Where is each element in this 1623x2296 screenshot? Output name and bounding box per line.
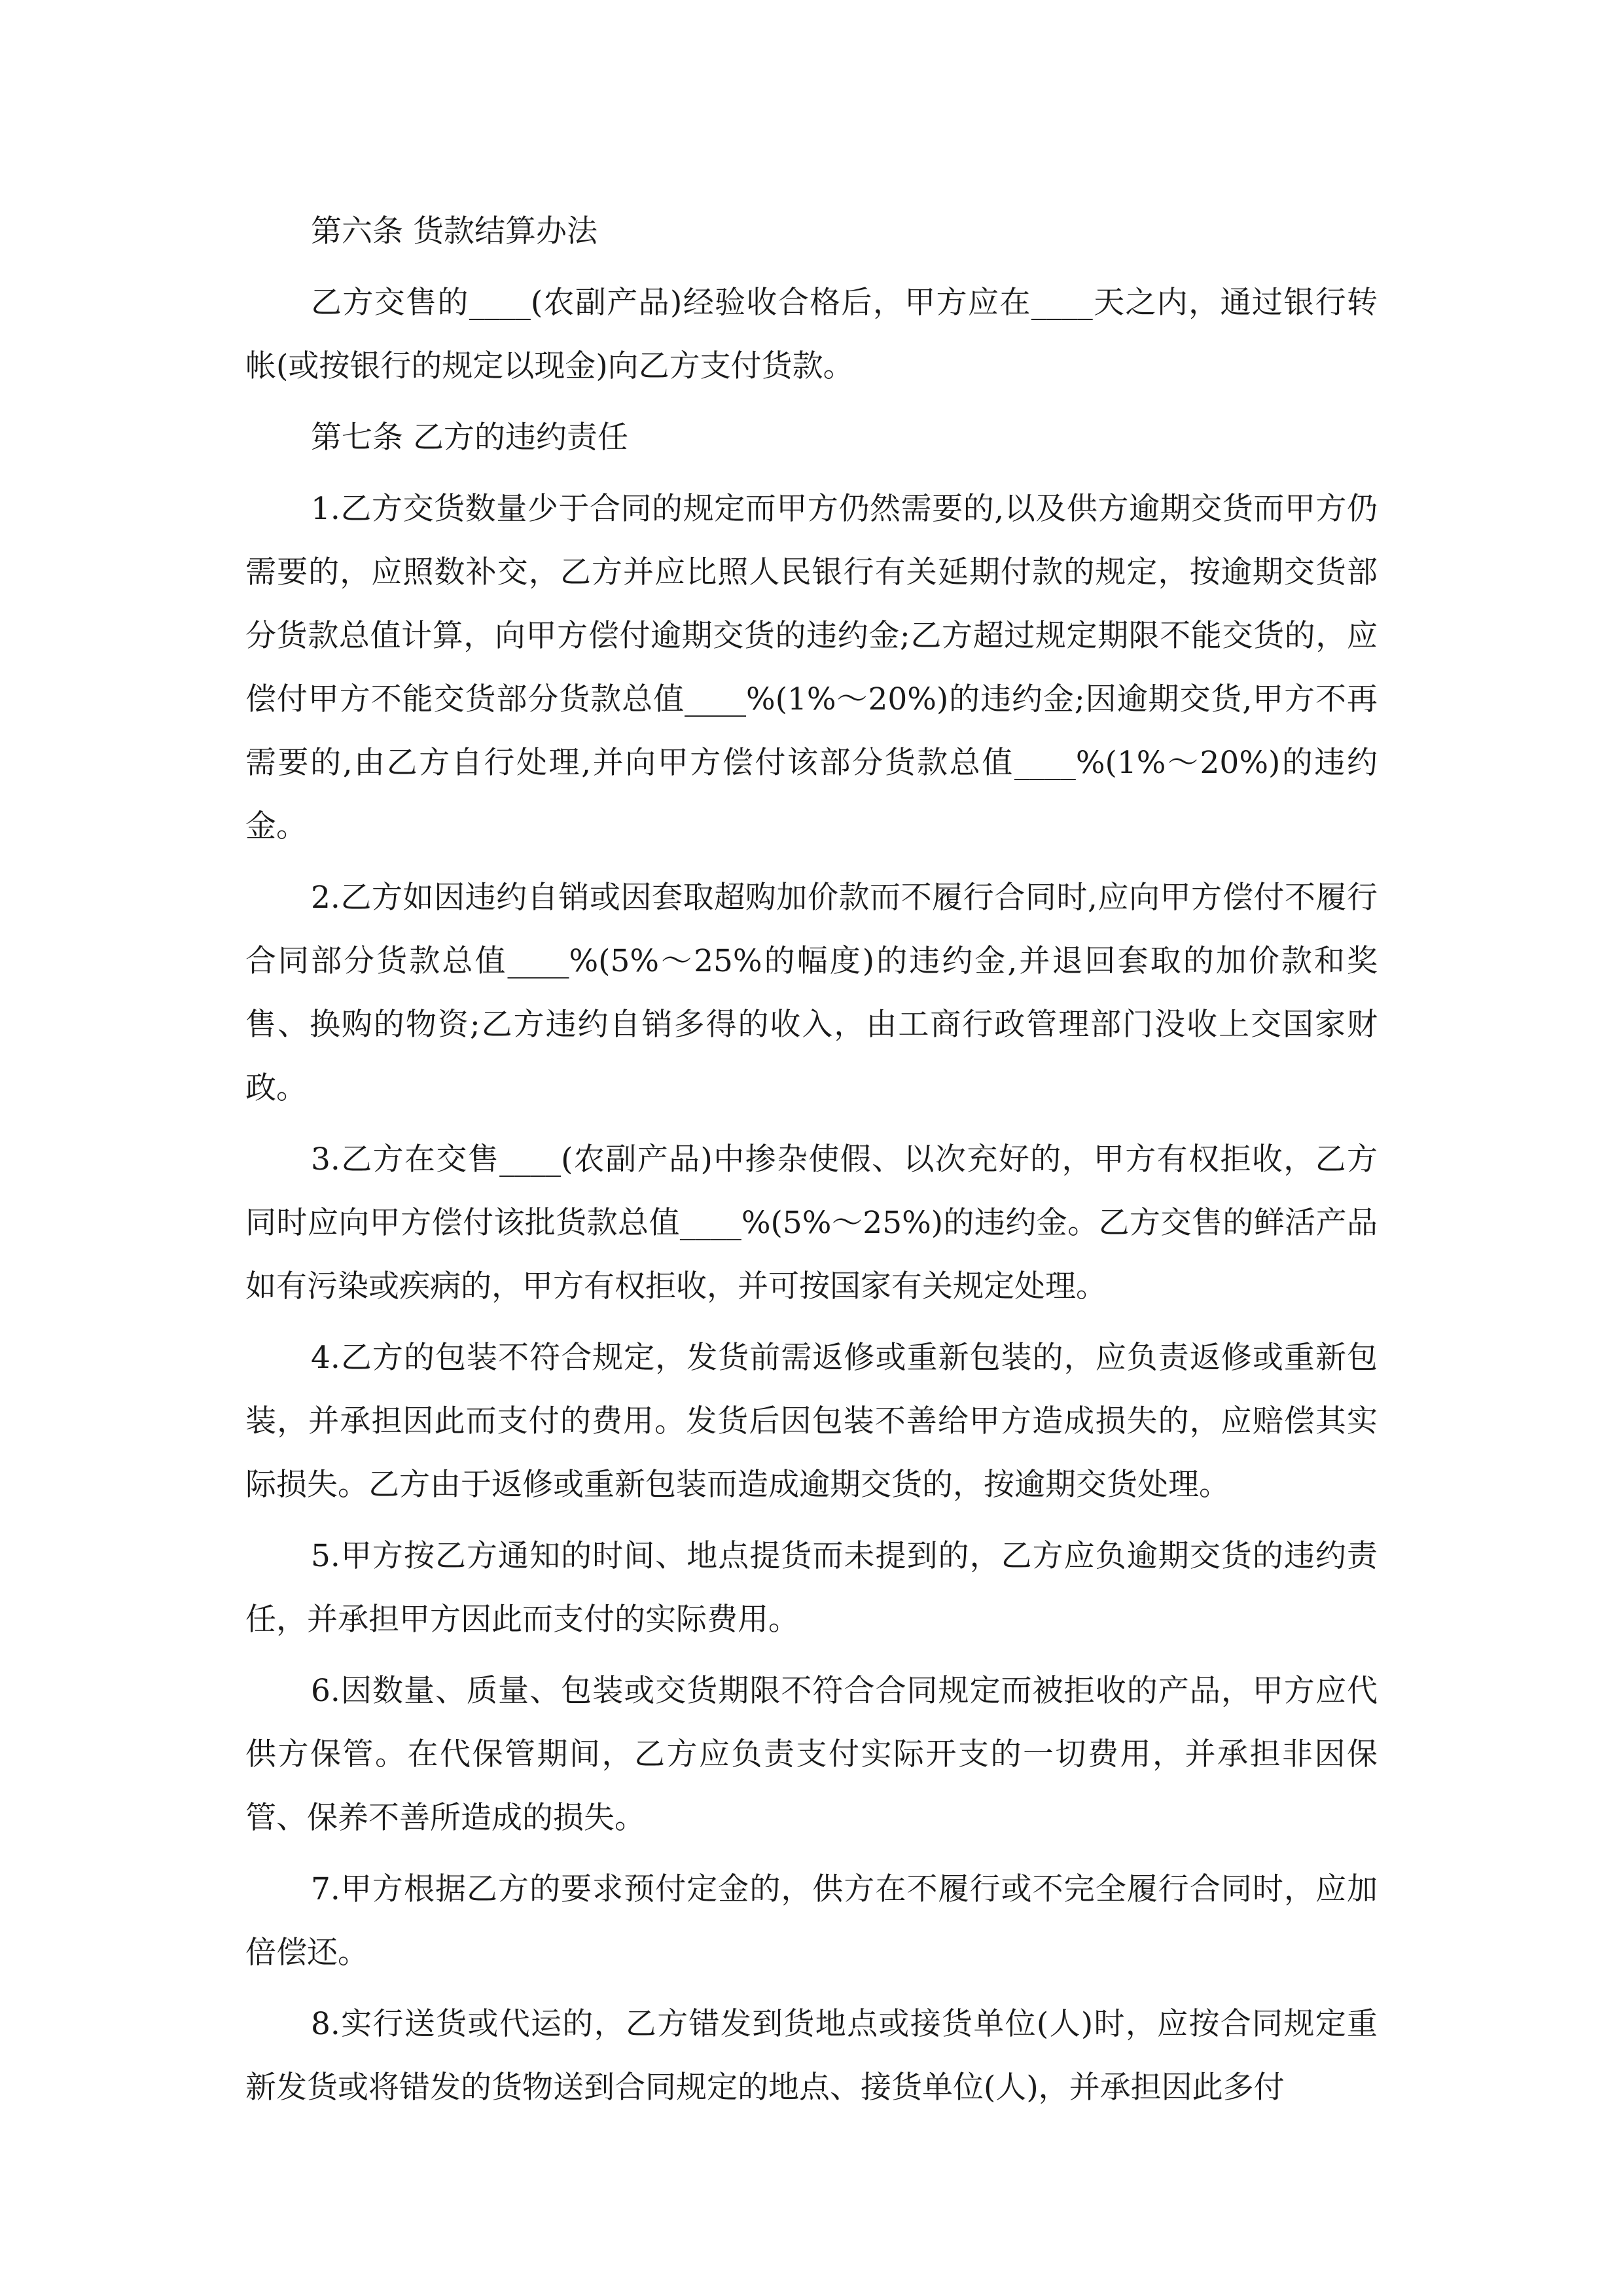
- article-6-paragraph: 乙方交售的____(农副产品)经验收合格后，甲方应在____天之内，通过银行转帐(或按银行的规定以现金)向乙方支付货款。: [245, 285, 1378, 384]
- clause-1: 1.乙方交货数量少于合同的规定而甲方仍然需要的,以及供方逾期交货而甲方仍需要的，应照数补交，乙方并应比照人民银行有关延期付款的规定，按逾期交货部分货款总值计算，向甲方偿付逾期交货的违约金;乙方超过规定期限不能交货的，应偿付甲方不能交货部分货款总值____%(1%～20%)的违约金;因逾期交货,甲方不再需要的,由乙方自行处理,并向甲方偿付该部分货款总值____%(1%～20%)的违约金。: [245, 491, 1378, 844]
- clause-7: 7.甲方根据乙方的要求预付定金的，供方在不履行或不完全履行合同时，应加倍偿还。: [245, 1871, 1378, 1971]
- clause-6: 6.因数量、质量、包装或交货期限不符合合同规定而被拒收的产品，甲方应代供方保管。在代保管期间，乙方应负责支付实际开支的一切费用，并承担非因保管、保养不善所造成的损失。: [245, 1673, 1378, 1836]
- clause-4: 4.乙方的包装不符合规定，发货前需返修或重新包装的，应负责返修或重新包装，并承担因此而支付的费用。发货后因包装不善给甲方造成损失的，应赔偿其实际损失。乙方由于返修或重新包装而造成逾期交货的，按逾期交货处理。: [245, 1340, 1378, 1503]
- clause-5: 5.甲方按乙方通知的时间、地点提货而未提到的，乙方应负逾期交货的违约责任，并承担甲方因此而支付的实际费用。: [245, 1538, 1378, 1638]
- clause-2: 2.乙方如因违约自销或因套取超购加价款而不履行合同时,应向甲方偿付不履行合同部分货款总值____%(5%～25%的幅度)的违约金,并退回套取的加价款和奖售、换购的物资;乙方违约自销多得的收入，由工商行政管理部门没收上交国家财政。: [245, 880, 1378, 1106]
- clause-3: 3.乙方在交售____(农副产品)中掺杂使假、以次充好的，甲方有权拒收，乙方同时应向甲方偿付该批货款总值____%(5%～25%)的违约金。乙方交售的鲜活产品如有污染或疾病的，甲方有权拒收，并可按国家有关规定处理。: [245, 1141, 1378, 1304]
- document-body: [245, 200, 1378, 2127]
- article-7-heading: 第七条 乙方的违约责任: [311, 420, 628, 456]
- clause-8: 8.实行送货或代运的，乙方错发到货地点或接货单位(人)时，应按合同规定重新发货或将错发的货物送到合同规定的地点、接货单位(人)，并承担因此多付: [245, 2006, 1378, 2106]
- article-6-heading: 第六条 货款结算办法: [311, 213, 597, 249]
